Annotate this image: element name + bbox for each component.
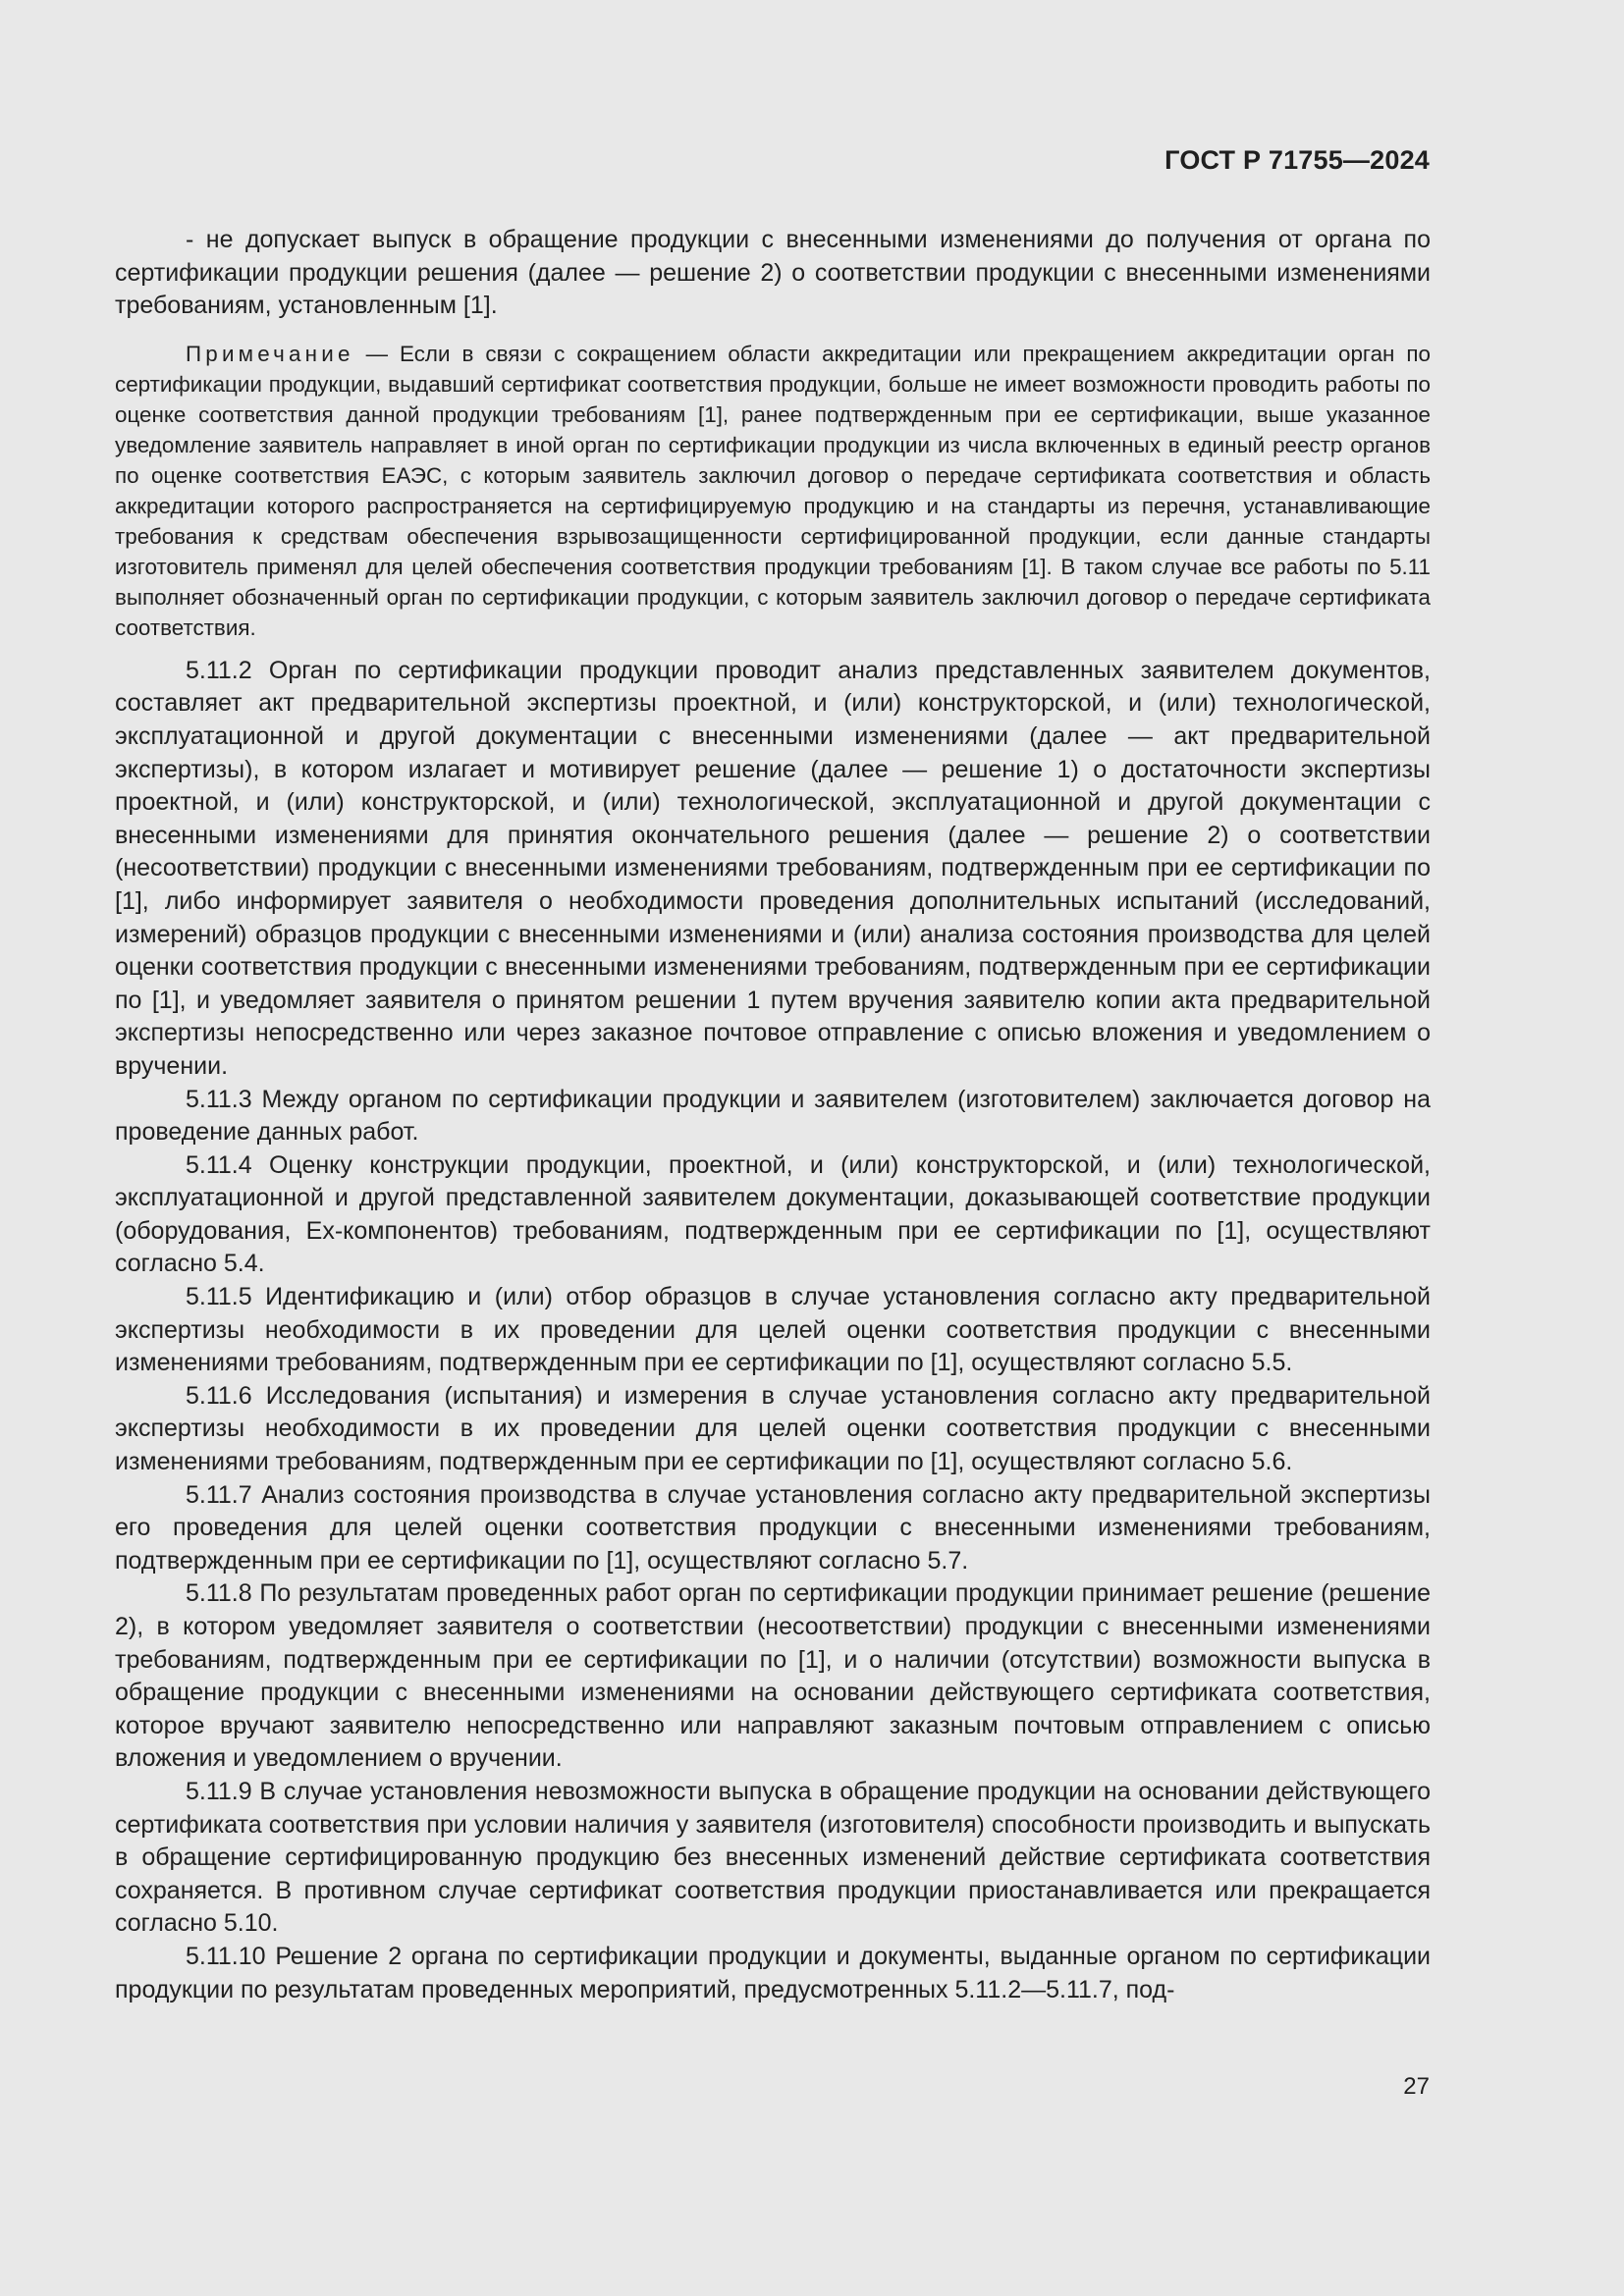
document-body bbox=[115, 224, 1431, 2006]
clause-5-11-9: 5.11.9 В случае установления невозможности выпуска в обращение продукции на основании действующего сертификата соответствия при условии наличия у заявителя (изготовителя) способности производить и выпускать в обращение сертифицированную продукцию без внесенных изменений действие сертификата соответствия сохраняется. В противном случае сертификат соответствия продукции приостанавливается или прекращается согласно 5.10. bbox=[115, 1777, 1431, 1938]
page-number: 27 bbox=[1403, 2073, 1430, 2100]
clause-5-11-6: 5.11.6 Исследования (испытания) и измерения в случае установления согласно акту предварительной экспертизы необходимости в их проведении для целей оценки соответствия продукции с внесенными изменениями требованиям, подтвержденным при ее сертификации по [1], осуществляют согласно 5.6. bbox=[115, 1381, 1431, 1476]
clause-5-11-10: 5.11.10 Решение 2 органа по сертификации продукции и документы, выданные органом по сертификации продукции по результатам проведенных мероприятий, предусмотренных 5.11.2—5.11.7, под- bbox=[115, 1942, 1431, 2003]
clause-5-11-2: 5.11.2 Орган по сертификации продукции проводит анализ представленных заявителем документов, составляет акт предварительной экспертизы проектной, и (или) конструкторской, и (или) технологической, эксплуатационной и другой документации с внесенными изменениями (далее — акт предварительной экспертизы), в котором излагает и мотивирует решение (далее — решение 1) о достаточности экспертизы проектной, и (или) конструкторской, и (или) технологической, эксплуатационной и другой документации с внесенными изменениями для принятия окончательного решения (далее — решение 2) о соответствии (несоответствии) продукции с внесенными изменениями требованиям, подтвержденным при ее сертификации по [1], либо информирует заявителя о необходимости проведения дополнительных испытаний (исследований, измерений) образцов продукции с внесенными изменениями и (или) анализа состояния производства для целей оценки соответствия продукции с внесенными изменениями требованиям, подтвержденным при ее сертификации по [1], и уведомляет заявителя о принятом решении 1 путем вручения заявителю копии акта предварительной экспертизы непосредственно или через заказное почтовое отправление с описью вложения и уведомлением о вручении. bbox=[115, 656, 1431, 1080]
clause-5-11-5: 5.11.5 Идентификацию и (или) отбор образцов в случае установления согласно акту предварительной экспертизы необходимости в их проведении для целей оценки соответствия продукции с внесенными изменениями требованиям, подтвержденным при ее сертификации по [1], осуществляют согласно 5.5. bbox=[115, 1283, 1431, 1377]
list-item: - не допускает выпуск в обращение продукции с внесенными изменениями до получения от органа по сертификации продукции решения (далее — решение 2) о соответствии продукции с внесенными изменениями требованиям, установленным [1]. bbox=[115, 226, 1431, 320]
note-text: — Если в связи с сокращением области аккредитации или прекращением аккредитации орган по сертификации продукции, выдавший сертификат соответствия продукции, больше не имеет возможности проводить работы по оценке соответствия данной продукции требованиям [1], ранее подтвержденным при ее сертификации, выше указанное уведомление заявитель направляет в иной орган по сертификации продукции из числа включенных в единый реестр органов по оценке соответствия ЕАЭС, с которым заявитель заключил договор о передаче сертификата соответствия и область аккредитации которого распространяется на сертифицируемую продукцию и на стандарты из перечня, устанавливающие требования к средствам обеспечения взрывозащищенности сертифицированной продукции, если данные стандарты изготовитель применял для целей обеспечения соответствия продукции требованиям [1]. В таком случае все работы по 5.11 выполняет обозначенный орган по сертификации продукции, с которым заявитель заключил договор о передаче сертификата соответствия. bbox=[115, 341, 1431, 640]
note-block bbox=[115, 339, 1431, 643]
note-label: Примечание bbox=[186, 341, 354, 366]
clause-5-11-8: 5.11.8 По результатам проведенных работ орган по сертификации продукции принимает решение (решение 2), в котором уведомляет заявителя о соответствии (несоответствии) продукции с внесенными изменениями требованиям, подтвержденным при ее сертификации по [1], и о наличии (отсутствии) возможности выпуска в обращение продукции с внесенными изменениями на основании действующего сертификата соответствия, которое вручают заявителю непосредственно или направляют заказным почтовым отправлением с описью вложения и уведомлением о вручении. bbox=[115, 1579, 1431, 1773]
clause-5-11-7: 5.11.7 Анализ состояния производства в случае установления согласно акту предварительной экспертизы его проведения для целей оценки соответствия продукции с внесенными изменениями требованиям, подтвержденным при ее сертификации по [1], осуществляют согласно 5.7. bbox=[115, 1480, 1431, 1575]
standard-code-header: ГОСТ Р 71755—2024 bbox=[1164, 145, 1430, 175]
clause-5-11-4: 5.11.4 Оценку конструкции продукции, проектной, и (или) конструкторской, и (или) технологической, эксплуатационной и другой представленной заявителем документации, доказывающей соответствие продукции (оборудования, Ex-компонентов) требованиям, подтвержденным при ее сертификации по [1], осуществляют согласно 5.4. bbox=[115, 1150, 1431, 1278]
clause-5-11-3: 5.11.3 Между органом по сертификации продукции и заявителем (изготовителем) заключается договор на проведение данных работ. bbox=[115, 1085, 1431, 1147]
